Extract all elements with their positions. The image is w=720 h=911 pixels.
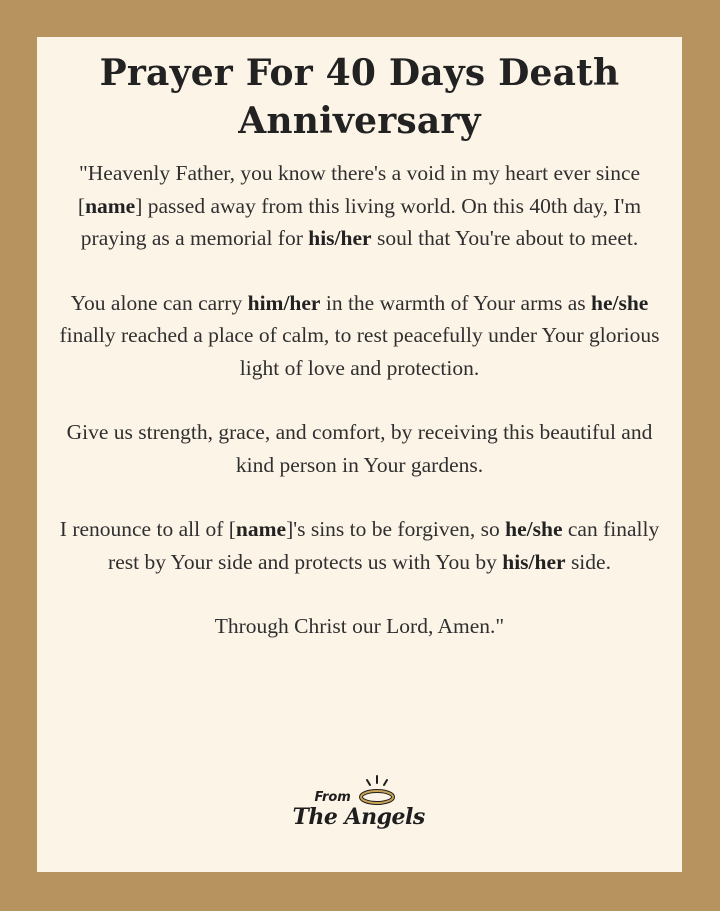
paragraph-1-text-d: soul that You're about to meet. — [371, 226, 639, 250]
paragraph-2 — [51, 287, 668, 385]
title-line-1: Prayer For 40 Days Death — [99, 52, 620, 94]
pronoun-he-she: he/she — [505, 517, 563, 541]
pronoun-his-her: his/her — [308, 226, 372, 250]
name-placeholder: name — [85, 193, 136, 218]
paragraph-3-text: Give us strength, grace, and comfort, by receiving this beautiful and kind person in Your gardens. — [66, 420, 653, 477]
pronoun-he-she: he/she — [590, 290, 649, 315]
halo-icon — [355, 774, 399, 808]
paragraph-1 — [51, 157, 668, 255]
name-placeholder: name — [235, 517, 287, 541]
paragraph-4 — [51, 513, 668, 578]
paragraph-2-text-d: finally reached a place of calm, to rest peacefully under Your glorious light of love and protection. — [59, 323, 660, 380]
prayer-title — [51, 49, 668, 145]
paragraph-4-text-c: ]'s sins to be forgiven, so — [286, 517, 506, 541]
paragraph-5 — [51, 610, 668, 643]
pronoun-him-her: him/her — [247, 290, 321, 315]
paragraph-1-text-a: "Heavenly Father, you know there's a void in my heart ever since [ — [77, 161, 641, 218]
closing-line: Through Christ our Lord, Amen." — [214, 614, 505, 638]
logo-name-text: The Angels — [292, 804, 425, 830]
from-the-angels-logo — [37, 782, 682, 842]
paragraph-4-text-d: can finally rest by Your side and protects us with You by — [108, 517, 660, 574]
paragraph-4-text-a: I renounce to all of [ — [59, 517, 236, 541]
pronoun-his-her: his/her — [502, 549, 566, 574]
prayer-card — [37, 37, 682, 872]
title-line-2: Anniversary — [238, 100, 481, 142]
logo-wrapper — [285, 782, 435, 842]
paragraph-2-text-a: You alone can carry — [70, 290, 248, 315]
paragraph-3 — [51, 416, 668, 481]
paragraph-2-text-c: in the warmth of Your arms as — [320, 290, 591, 315]
logo-from-text: From — [314, 790, 351, 805]
prayer-body — [51, 157, 668, 643]
paragraph-1-text-c: ] passed away from this living world. On this 40th day, I'm praying as a memorial for — [80, 193, 642, 250]
paragraph-4-text-e: side. — [565, 549, 611, 574]
